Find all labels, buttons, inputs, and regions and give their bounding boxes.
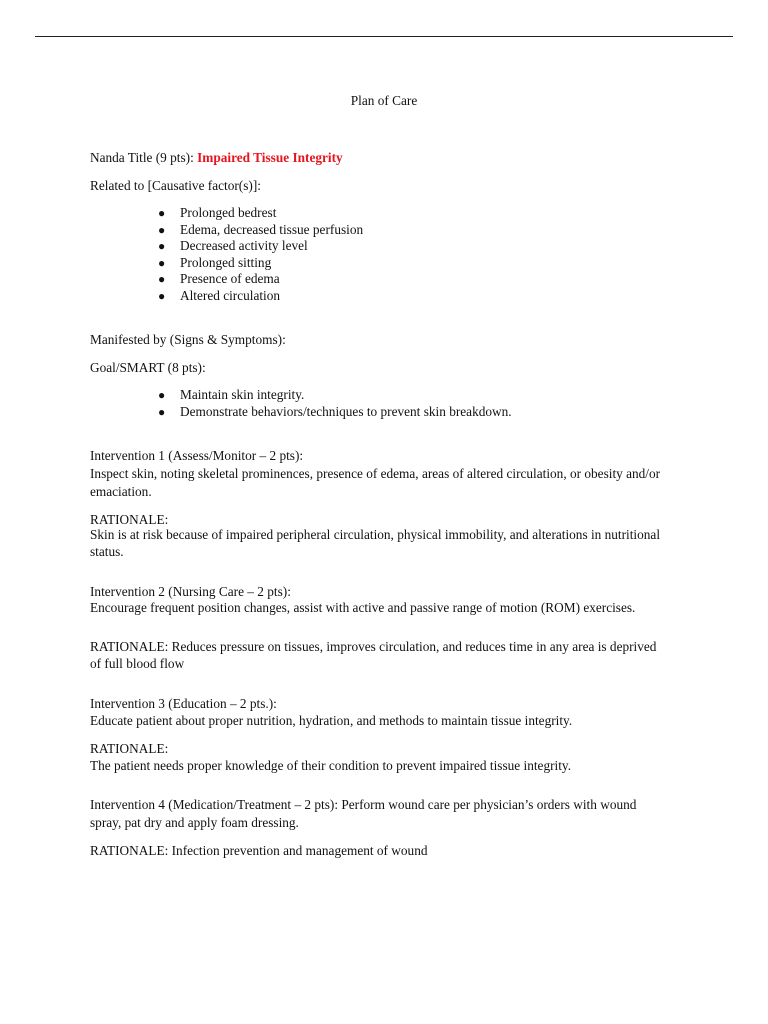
list-item: ● Edema, decreased tissue perfusion	[158, 221, 364, 237]
intervention-4-rationale	[90, 842, 680, 860]
intervention-4	[90, 796, 665, 832]
intervention-1-heading: Intervention 1 (Assess/Monitor – 2 pts):	[90, 448, 304, 463]
manifested-by-label: Manifested by (Signs & Symptoms):	[90, 332, 286, 347]
bullet-icon: ●	[158, 206, 166, 220]
bullet-icon: ●	[158, 222, 166, 237]
intervention-2-rationale-label: RATIONALE:	[90, 639, 169, 654]
related-to-label: Related to [Causative factor(s)]:	[90, 178, 261, 193]
intervention-2-heading: Intervention 2 (Nursing Care – 2 pts):	[90, 584, 291, 599]
list-item: ● Presence of edema	[158, 271, 280, 286]
related-to-list	[90, 205, 363, 304]
intervention-1-text: Inspect skin, noting skeletal prominences, presence of edema, areas of altered circulation, or obesity and/or emaciation.	[90, 466, 661, 499]
intervention-4-rationale-text: Infection prevention and management of wound	[168, 843, 428, 858]
intervention-2-text: Encourage frequent position changes, assist with active and passive range of motion (ROM) exercises.	[90, 600, 636, 615]
list-item: ● Prolonged sitting	[158, 254, 272, 270]
intervention-1-rationale-text: Skin is at risk because of impaired peripheral circulation, physical immobility, and alterations in nutritional status.	[90, 527, 661, 559]
bullet-icon: ●	[158, 255, 166, 270]
goal-list	[90, 387, 512, 420]
header-rule	[35, 36, 733, 37]
intervention-4-text: Perform wound care per physician’s orders with wound spray, pat dry and apply foam dressing.	[90, 797, 637, 830]
bullet-icon: ●	[158, 388, 166, 402]
intervention-2-rationale-text: Reduces pressure on tissues, improves circulation, and reduces time in any area is deprived of full blood flow	[90, 639, 657, 671]
bullet-icon: ●	[158, 239, 166, 253]
intervention-3-heading: Intervention 3 (Education – 2 pts.):	[90, 696, 277, 711]
nanda-diagnosis: Impaired Tissue Integrity	[197, 150, 343, 165]
list-item: ● Altered circulation	[158, 287, 281, 303]
goal-label: Goal/SMART (8 pts):	[90, 360, 206, 375]
intervention-3-rationale-label: RATIONALE:	[90, 741, 169, 756]
bullet-icon: ●	[158, 404, 166, 419]
nanda-label: Nanda Title (9 pts):	[90, 150, 198, 165]
list-item: ● Maintain skin integrity.	[158, 387, 305, 402]
list-item: ● Decreased activity level	[158, 238, 308, 253]
bullet-icon: ●	[158, 272, 166, 286]
intervention-4-heading: Intervention 4 (Medication/Treatment – 2 pts):	[90, 797, 339, 812]
list-item: ● Prolonged bedrest	[158, 205, 277, 220]
intervention-4-rationale-label: RATIONALE:	[90, 843, 169, 858]
bullet-icon: ●	[158, 288, 166, 303]
list-item: ● Demonstrate behaviors/techniques to prevent skin breakdown.	[158, 403, 512, 419]
intervention-3-rationale-text: The patient needs proper knowledge of their condition to prevent impaired tissue integrity.	[90, 758, 572, 773]
page-title: Plan of Care	[350, 93, 418, 108]
intervention-3-text: Educate patient about proper nutrition, hydration, and methods to maintain tissue integrity.	[90, 713, 573, 728]
intervention-1-rationale-label: RATIONALE:	[90, 512, 169, 527]
nanda-title-line	[90, 149, 680, 167]
intervention-2-rationale	[90, 639, 665, 672]
